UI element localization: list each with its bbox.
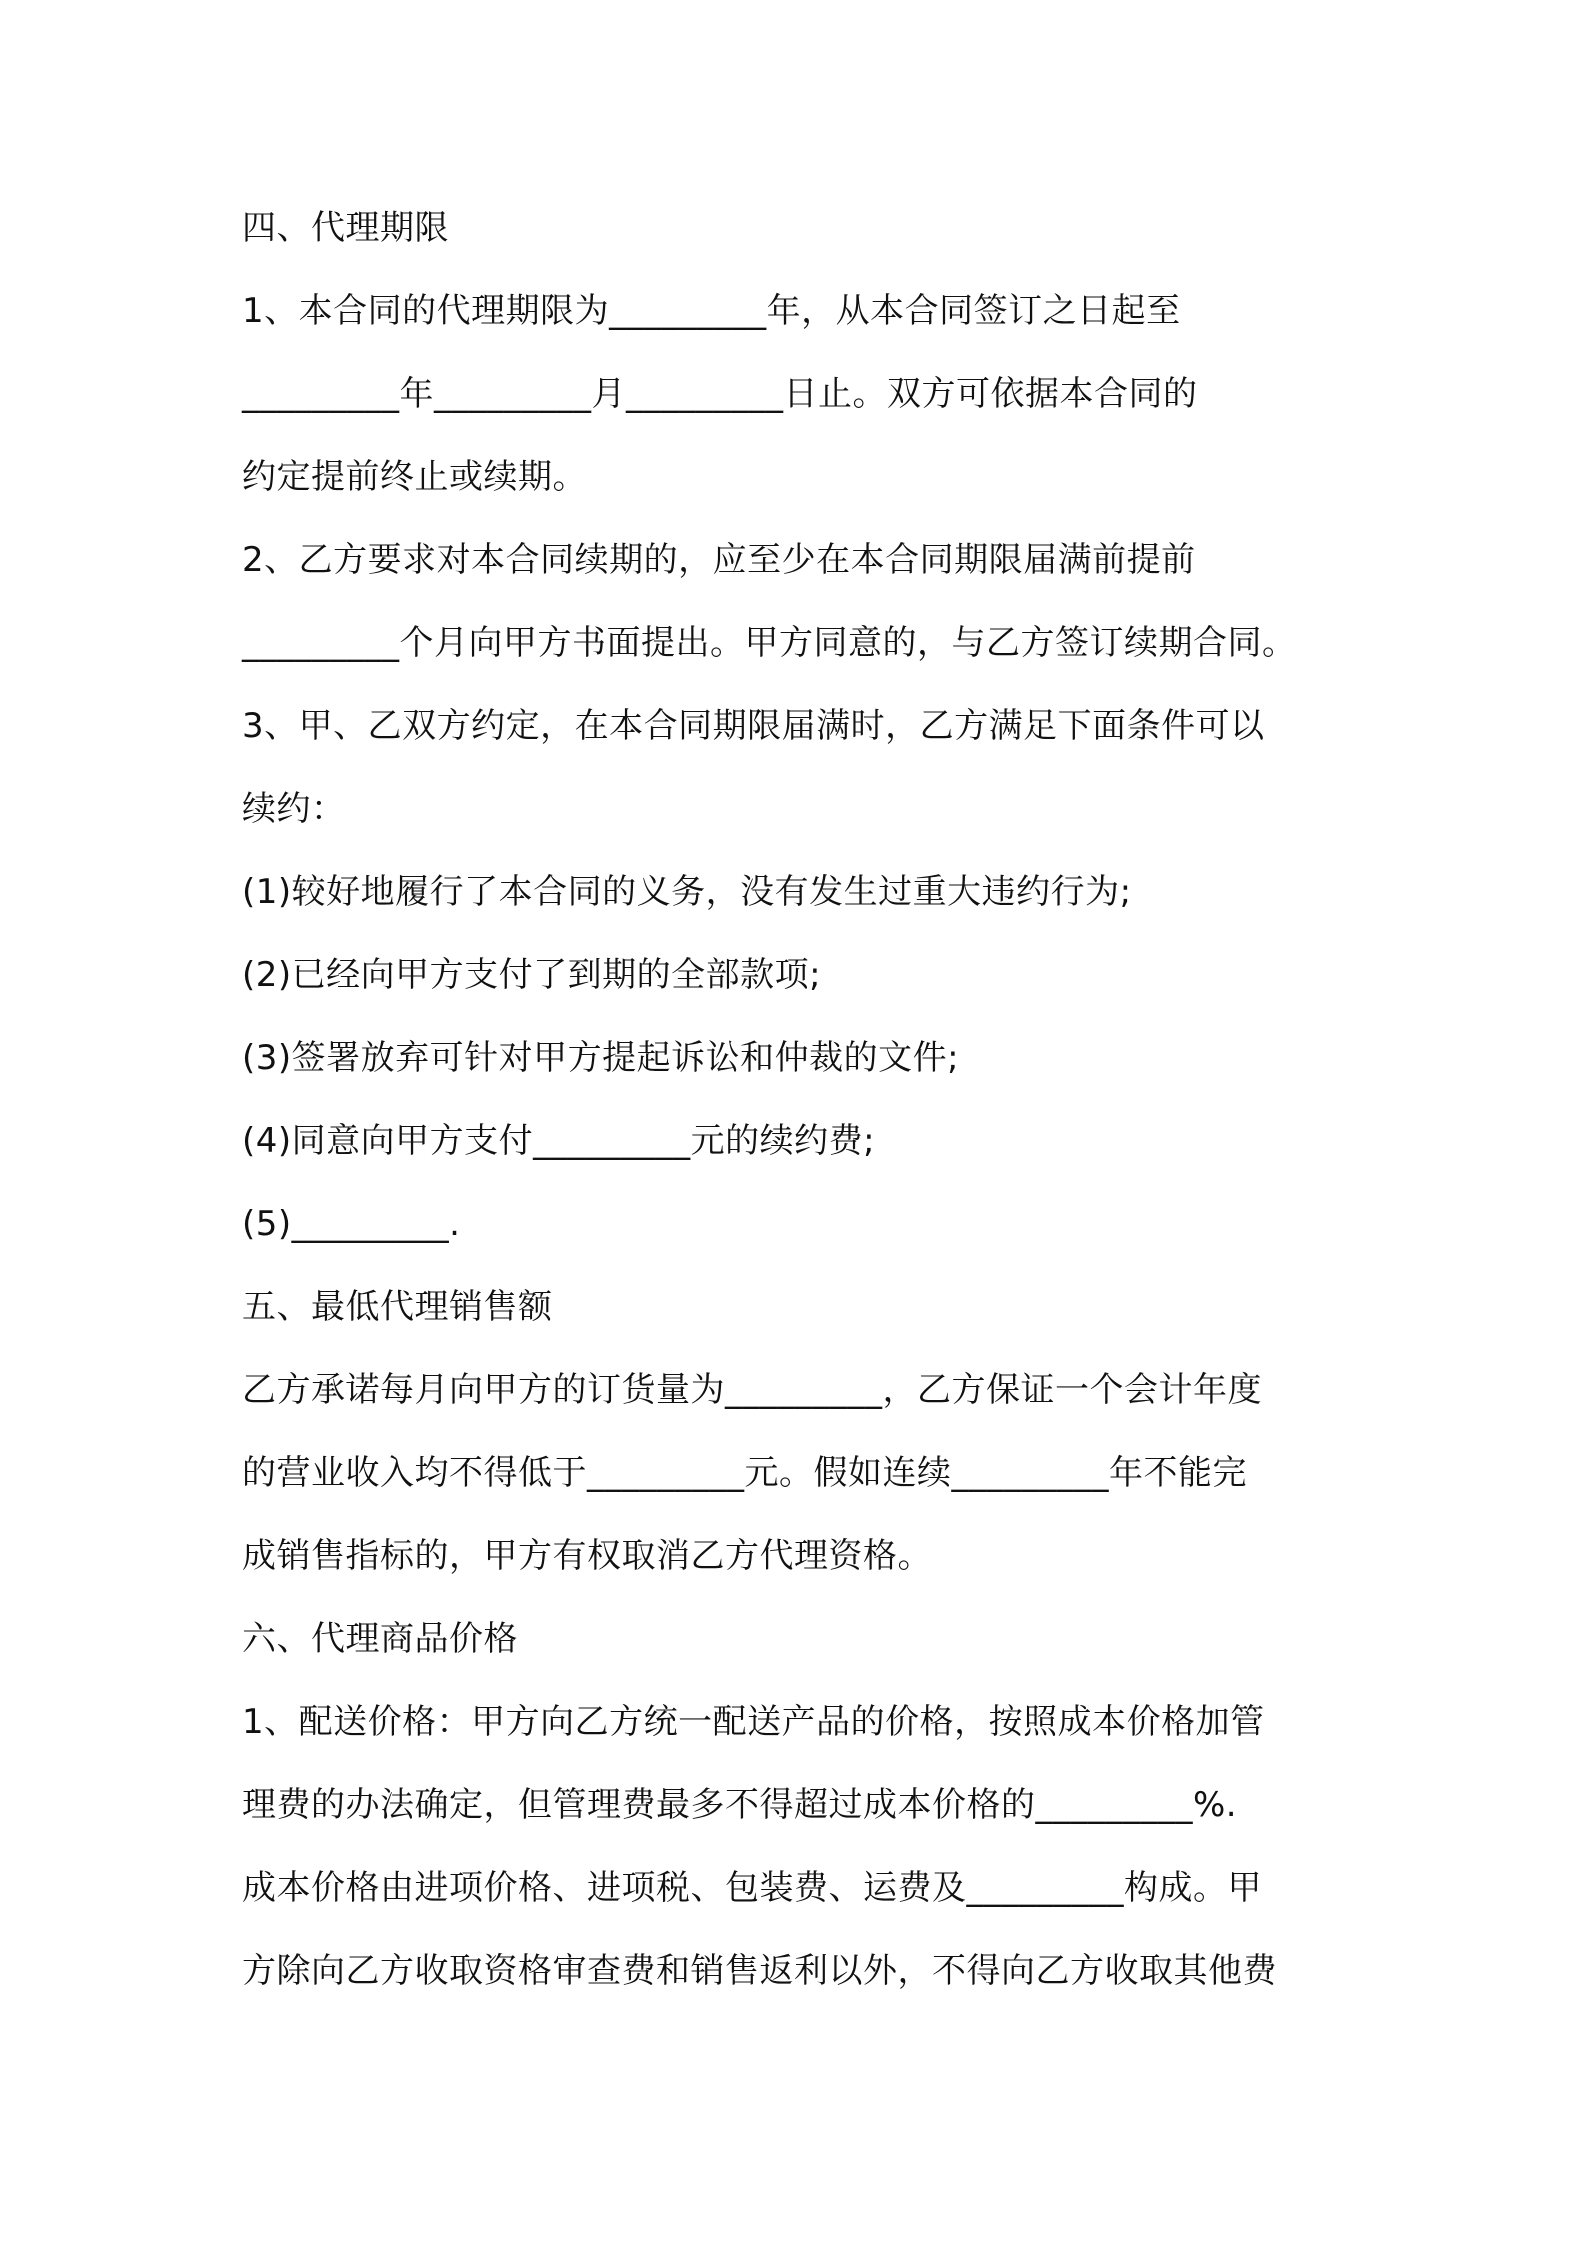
list-item: (1)较好地履行了本合同的义务，没有发生过重大违约行为; bbox=[242, 872, 1132, 912]
section-heading-agency-term: 四、代理期限 bbox=[242, 208, 449, 248]
paragraph-line: 方除向乙方收取资格审查费和销售返利以外，不得向乙方收取其他费 bbox=[242, 1951, 1277, 1991]
paragraph-line: 成销售指标的，甲方有权取消乙方代理资格。 bbox=[242, 1536, 932, 1576]
paragraph-line: 2、乙方要求对本合同续期的，应至少在本合同期限届满前提前 bbox=[242, 540, 1196, 580]
paragraph-line: 约定提前终止或续期。 bbox=[242, 457, 587, 497]
paragraph-line: 3、甲、乙双方约定，在本合同期限届满时，乙方满足下面条件可以 bbox=[242, 706, 1265, 746]
list-item: (4)同意向甲方支付_________元的续约费; bbox=[242, 1121, 876, 1161]
paragraph-line: 成本价格由进项价格、进项税、包装费、运费及_________构成。甲 bbox=[242, 1868, 1262, 1908]
section-heading-product-price: 六、代理商品价格 bbox=[242, 1619, 518, 1659]
list-item: (3)签署放弃可针对甲方提起诉讼和仲裁的文件; bbox=[242, 1038, 960, 1078]
paragraph-line: 续约： bbox=[242, 789, 346, 829]
paragraph-line: 理费的办法确定，但管理费最多不得超过成本价格的_________%. bbox=[242, 1785, 1238, 1825]
paragraph-line: _________个月向甲方书面提出。甲方同意的，与乙方签订续期合同。 bbox=[242, 623, 1297, 663]
paragraph-line: 1、配送价格：甲方向乙方统一配送产品的价格，按照成本价格加管 bbox=[242, 1702, 1265, 1742]
section-heading-minimum-sales: 五、最低代理销售额 bbox=[242, 1287, 553, 1327]
paragraph-line: 乙方承诺每月向甲方的订货量为_________，乙方保证一个会计年度 bbox=[242, 1370, 1262, 1410]
list-item: (5)_________. bbox=[242, 1204, 461, 1244]
list-item: (2)已经向甲方支付了到期的全部款项; bbox=[242, 955, 822, 995]
paragraph-line: 1、本合同的代理期限为_________年，从本合同签订之日起至 bbox=[242, 291, 1181, 331]
paragraph-line: _________年_________月_________日止。双方可依据本合同的 bbox=[242, 374, 1198, 414]
paragraph-line: 的营业收入均不得低于_________元。假如连续_________年不能完 bbox=[242, 1453, 1247, 1493]
